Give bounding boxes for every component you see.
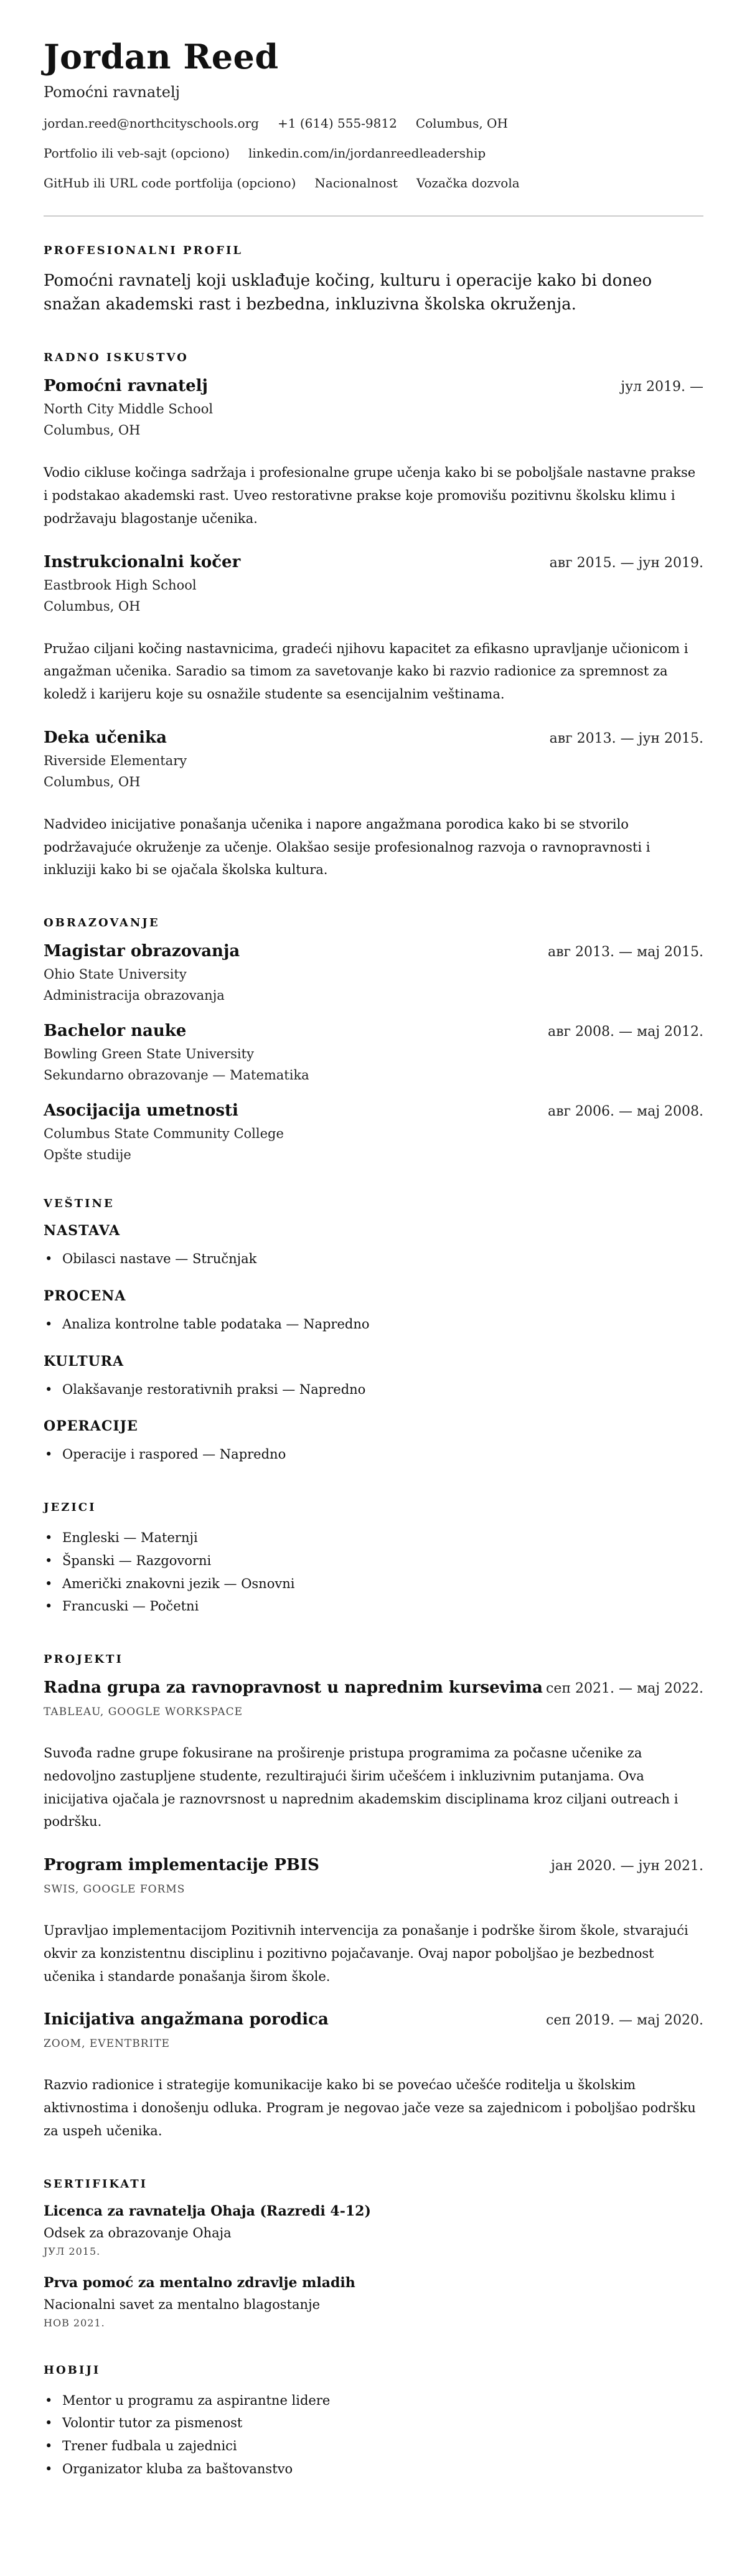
profile-section — [44, 244, 703, 316]
contact-phone[interactable]: +1 (614) 555-9812 — [278, 116, 397, 131]
job-location: Columbus, OH — [44, 598, 141, 614]
hobby-item: • Organizator kluba za baštovanstvo — [61, 2458, 703, 2481]
job-date: јул 2019. — — [621, 379, 703, 395]
skill-category: KULTURA — [44, 1353, 125, 1370]
certificate-issuer: Odsek za obrazovanje Ohaja — [44, 2225, 232, 2240]
education-section — [44, 916, 703, 1162]
skill-item: • Analiza kontrolne table podataka — Napredno — [61, 1313, 703, 1336]
projects-title: PROJEKTI — [44, 1653, 123, 1666]
degree-title: Asocijacija umetnosti — [44, 1101, 238, 1121]
language-item: • Američki znakovni jezik — Osnovni — [61, 1572, 703, 1596]
certificate-entry — [44, 2203, 703, 2257]
profile-text: Pomoćni ravnatelj koji usklađuje kočing, kulturu i operacije kako bi doneo snažan akademski rast i bezbedna, inkluzivna školska okruženja. — [44, 271, 652, 314]
job-title: Deka učenika — [44, 728, 167, 747]
school-name: Columbus State Community College — [44, 1126, 284, 1142]
job-location: Columbus, OH — [44, 423, 141, 438]
project-tools: SWIS, GOOGLE FORMS — [44, 1883, 186, 1896]
education-entry — [44, 1022, 703, 1083]
skills-section — [44, 1197, 703, 1466]
experience-entry — [44, 377, 703, 530]
skill-list — [44, 1248, 703, 1271]
project-entry — [44, 1678, 703, 1833]
candidate-name: Jordan Reed — [44, 37, 279, 77]
skill-list — [44, 1443, 703, 1466]
contact-location: Columbus, OH — [415, 116, 508, 131]
job-date: авг 2015. — јун 2019. — [549, 555, 703, 571]
job-description: Pružao ciljani kočing nastavnicima, gradeći njihovu kapacitet za efikasno upravljanje učionicom i angažman učenika. Saradio sa timom za savetovanje kako bi razvio radionice za spremnost za koledž i karijeru koje su osnažile studente sa esencijalnim veštinama. — [44, 641, 688, 702]
skill-category: OPERACIJE — [44, 1418, 138, 1435]
hobbies-section — [44, 2364, 703, 2481]
hobby-item: • Trener fudbala u zajednici — [61, 2435, 703, 2458]
certificate-title: Licenca za ravnatelja Ohaja (Razredi 4-12) — [44, 2202, 371, 2219]
degree-field: Administracija obrazovanja — [44, 988, 225, 1004]
certificates-section — [44, 2178, 703, 2329]
education-title: OBRAZOVANJE — [44, 916, 160, 930]
degree-title: Bachelor nauke — [44, 1022, 187, 1041]
project-title: Inicijativa angažmana porodica — [44, 2010, 329, 2029]
project-description: Upravljao implementacijom Pozitivnih intervencija za ponašanje i podrške širom škole, stvarajući okvir za konzistentnu disciplinu i pozitivno pojačavanje. Ovaj napor poboljšao je bezbednost učenika i standarde ponašanja širom škole. — [44, 1923, 688, 1984]
resume-header — [44, 37, 703, 190]
job-description: Nadvideo inicijative ponašanja učenika i napore angažmana porodica kako bi se stvorilo podržavajuće okruženje za učenje. Olakšao sesije profesionalnog razvoja o ravnopravnosti i inkluziji kako bi se ojačala školska kultura. — [44, 816, 651, 878]
skill-item: • Obilasci nastave — Stručnjak — [61, 1248, 703, 1271]
project-description: Razvio radionice i strategije komunikacije kako bi se povećao učešće roditelja u školskim aktivnostima i donošenju odluka. Program je negovao jače veze sa zajednicom i poboljšao podršku za uspeh učenika. — [44, 2077, 696, 2138]
contact-drivers-license: Vozačka dozvola — [416, 176, 520, 191]
certificate-title: Prva pomoć za mentalno zdravlje mladih — [44, 2274, 355, 2291]
project-description: Suvođa radne grupe fokusirane na proširenje pristupa programima za počasne učenike za nedovoljno zastupljene studente, rezultirajući širim učešćem i inkluzivnim putanjama. Ova inicijativa ojačala je raznovrsnost u naprednim akademskim disciplinama kroz ciljani outreach i podršku. — [44, 1746, 679, 1830]
skills-title: VEŠTINE — [44, 1197, 115, 1211]
contact-nationality: Nacionalnost — [314, 176, 398, 191]
certificate-issuer: Nacionalni savet za mentalno blagostanje — [44, 2296, 321, 2312]
language-item: • Španski — Razgovorni — [61, 1549, 703, 1572]
certificate-date: ЈУЛ 2015. — [44, 2245, 101, 2257]
languages-section — [44, 1501, 703, 1618]
experience-section — [44, 351, 703, 881]
certificates-title: SERTIFIKATI — [44, 2177, 148, 2191]
school-name: Ohio State University — [44, 967, 187, 982]
hobby-list — [44, 2389, 703, 2481]
certificate-entry — [44, 2275, 703, 2329]
contact-row-1 — [44, 116, 703, 131]
job-org: North City Middle School — [44, 402, 214, 417]
contact-portfolio[interactable]: Portfolio ili veb-sajt (opciono) — [44, 146, 230, 161]
language-item: • Engleski — Maternji — [61, 1526, 703, 1549]
degree-field: Sekundarno obrazovanje — Matematika — [44, 1068, 309, 1083]
candidate-role: Pomoćni ravnatelj — [44, 83, 181, 101]
project-date: сеп 2019. — мај 2020. — [546, 2013, 703, 2029]
profile-title: PROFESIONALNI PROFIL — [44, 244, 243, 258]
job-description: Vodio cikluse kočinga sadržaja i profesionalne grupe učenja kako bi se poboljšale nastavne prakse i podstakao akademski rast. Uveo restorativne prakse koje promovišu pozitivnu školsku klimu i podržavaju blagostanje učenika. — [44, 465, 696, 526]
skill-item: • Operacije i raspored — Napredno — [61, 1443, 703, 1466]
projects-section — [44, 1653, 703, 2143]
skill-list — [44, 1378, 703, 1401]
project-title: Radna grupa za ravnopravnost u naprednim kursevima — [44, 1678, 543, 1698]
degree-date: авг 2006. — мај 2008. — [547, 1104, 703, 1120]
hobbies-title: HOBIJI — [44, 2363, 101, 2377]
experience-title: RADNO ISKUSTVO — [44, 351, 189, 365]
job-location: Columbus, OH — [44, 774, 141, 789]
hobby-item: • Volontir tutor za pismenost — [61, 2412, 703, 2435]
project-date: сеп 2021. — мај 2022. — [546, 1681, 703, 1697]
school-name: Bowling Green State University — [44, 1046, 254, 1062]
hobby-item: • Mentor u programu za aspirantne lidere — [61, 2389, 703, 2412]
project-tools: ZOOM, EVENTBRITE — [44, 2038, 170, 2051]
skill-item: • Olakšavanje restorativnih praksi — Napredno — [61, 1378, 703, 1401]
contact-row-2 — [44, 146, 703, 161]
education-entry — [44, 1101, 703, 1162]
project-tools: TABLEAU, GOOGLE WORKSPACE — [44, 1706, 243, 1719]
skill-category: NASTAVA — [44, 1223, 121, 1239]
certificate-date: НОВ 2021. — [44, 2316, 105, 2329]
contact-linkedin[interactable]: linkedin.com/in/jordanreedleadership — [248, 146, 486, 161]
experience-entry — [44, 553, 703, 706]
education-entry — [44, 942, 703, 1003]
contact-email[interactable]: jordan.reed@northcityschools.org — [44, 116, 259, 131]
job-title: Pomoćni ravnatelj — [44, 377, 208, 396]
degree-date: авг 2008. — мај 2012. — [547, 1024, 703, 1040]
project-entry — [44, 2010, 703, 2142]
degree-title: Magistar obrazovanja — [44, 942, 240, 961]
contact-row-3 — [44, 176, 703, 190]
experience-entry — [44, 728, 703, 881]
skill-category: PROCENA — [44, 1287, 126, 1304]
job-date: авг 2013. — јун 2015. — [549, 730, 703, 746]
language-item: • Francuski — Početni — [61, 1595, 703, 1618]
project-entry — [44, 1856, 703, 1988]
job-org: Riverside Elementary — [44, 753, 187, 768]
job-org: Eastbrook High School — [44, 577, 197, 593]
skill-list — [44, 1313, 703, 1336]
languages-title: JEZICI — [44, 1501, 96, 1515]
contact-github[interactable]: GitHub ili URL code portfolija (opciono) — [44, 176, 296, 191]
header-divider — [44, 215, 703, 217]
project-title: Program implementacije PBIS — [44, 1856, 319, 1875]
job-title: Instrukcionalni kočer — [44, 552, 241, 571]
language-list — [44, 1526, 703, 1618]
degree-date: авг 2013. — мај 2015. — [547, 944, 703, 961]
project-date: јан 2020. — јун 2021. — [551, 1858, 703, 1874]
degree-field: Opšte studije — [44, 1147, 131, 1163]
